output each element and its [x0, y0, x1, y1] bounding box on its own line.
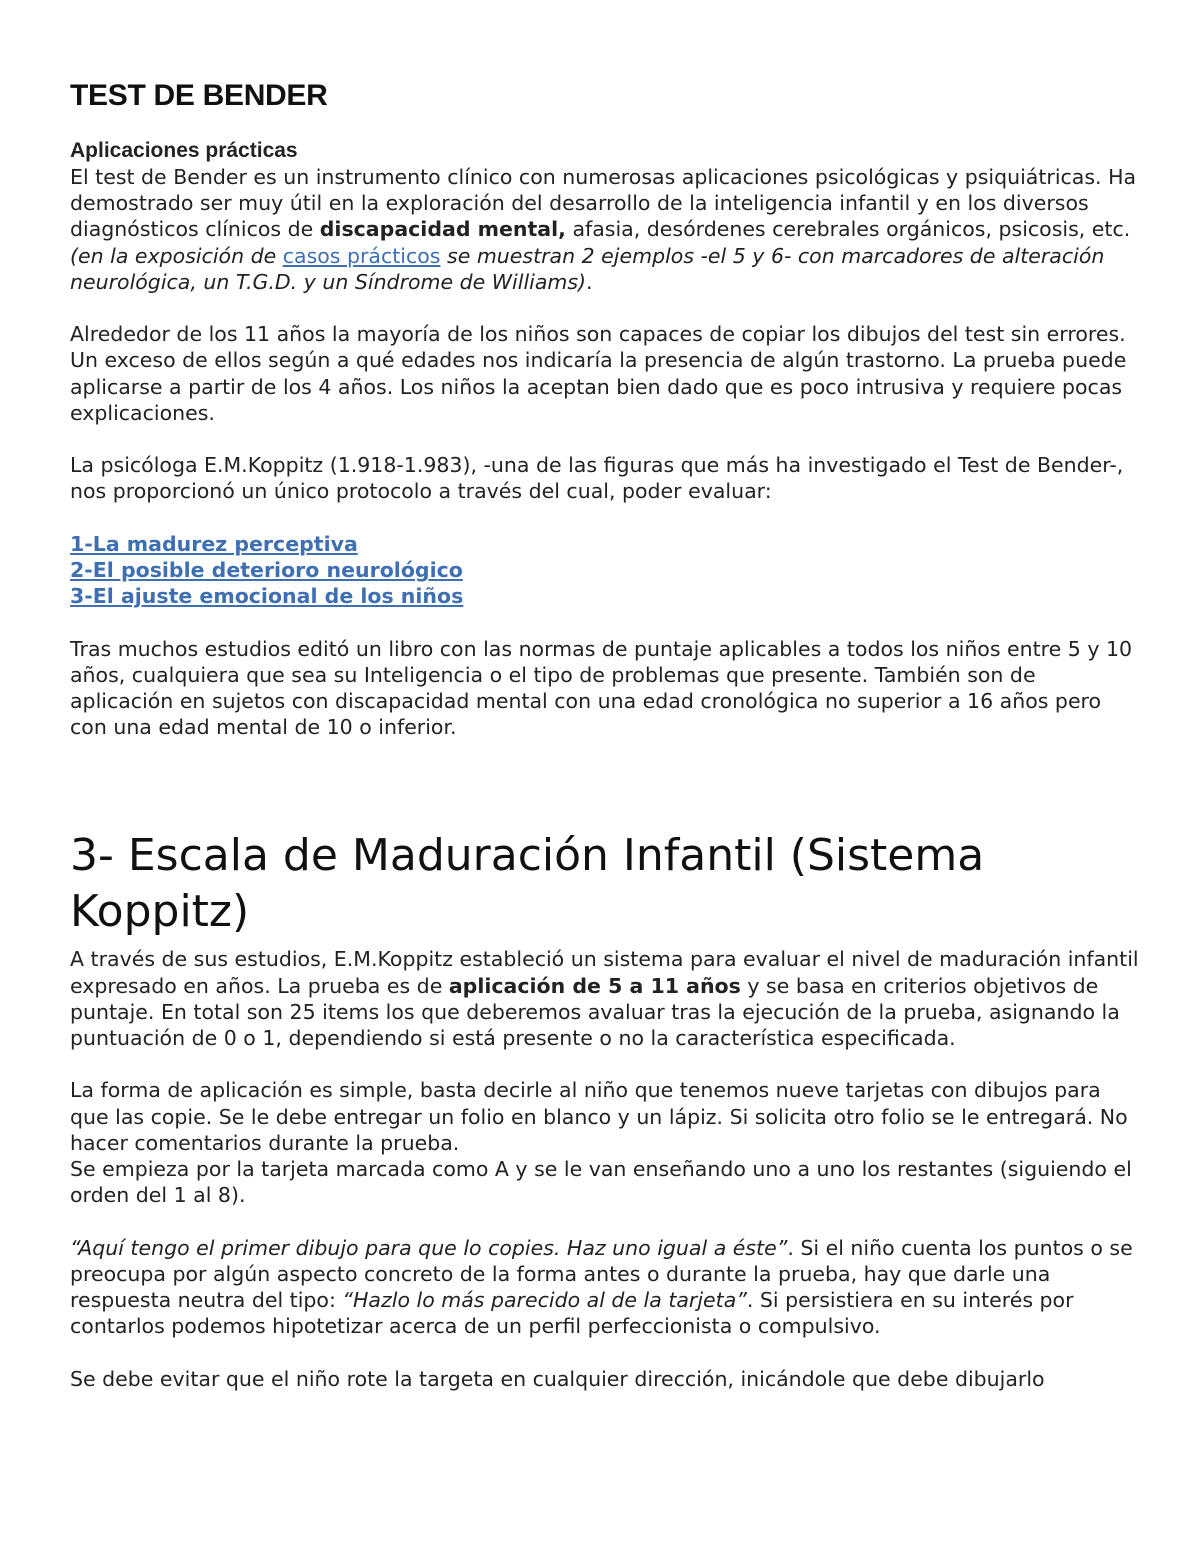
section-heading: 3- Escala de Maduración Infantil (Sistema Koppitz) [70, 830, 985, 938]
list-link-ajuste[interactable]: 3-El ajuste emocional de los niños [70, 584, 464, 609]
document-page [70, 78, 1140, 1392]
age-paragraph: Alrededor de los 11 años la mayoría de los niños son capaces de copiar los dibujos del test sin errores. Un exceso de ellos según a qué edades nos indicaría la presencia de algún trastorno. La prueba puede aplicarse a partir de los 4 años. Los niños la aceptan bien dado que es poco intrusiva y requiere pocas explicaciones. [70, 322, 1127, 425]
document-subtitle: Aplicaciones prácticas [70, 139, 298, 162]
bold-age-range: aplicación de 5 a 11 años [448, 973, 741, 998]
intro-paragraph: El test de Bender es un instrumento clínico con numerosas aplicaciones psicológicas y psiquiátricas. Ha demostrado ser muy útil en la exploración del desarrollo de la inteligencia infantil y en los diversos diagnósticos clínicos de discapacidad mental, afasia, desórdenes cerebrales orgánicos, psicosis, etc. (en la exposición de casos prácticos se muestran 2 ejemplos -el 5 y 6- con marcadores de alteración neurológica, un T.G.D. y un Síndrome de Williams). [70, 165, 1137, 294]
application-paragraph: La forma de aplicación es simple, basta decirle al niño que tenemos nueve tarjetas con dibujos para que las copie. Se le debe entregar un folio en blanco y un lápiz. Si solicita otro folio se le entregará. No hacer comentarios durante la prueba. [70, 1078, 1128, 1155]
rotation-paragraph: Se debe evitar que el niño rote la targeta en cualquier dirección, inicándole que debe dibujarlo [70, 1366, 1045, 1391]
koppitz-paragraph: La psicóloga E.M.Koppitz (1.918-1.983), -una de las figuras que más ha investigado el Test de Bender-, nos proporcionó un único protocolo a través del cual, poder evaluar: [70, 453, 1124, 504]
list-link-deterioro[interactable]: 2-El posible deterioro neurológico [70, 558, 463, 582]
bold-term: discapacidad mental, [319, 217, 566, 242]
norms-paragraph: Tras muchos estudios editó un libro con las normas de puntaje aplicables a todos los niños entre 5 y 10 años, cualquiera que sea su Inteligencia o el tipo de problemas que presente. También son de aplicación en sujetos con discapacidad mental con una edad cronológica no superior a 16 años pero con una edad mental de 10 o inferior. [70, 636, 1133, 740]
evaluation-list [70, 531, 1140, 610]
list-link-madurez[interactable]: 1-La madurez perceptiva [70, 531, 358, 556]
order-paragraph: Se empieza por la tarjeta marcada como A y se le van enseñando uno a uno los restantes (siguiendo el orden del 1 al 8). [70, 1157, 1132, 1208]
section-intro-paragraph: A través de sus estudios, E.M.Koppitz estableció un sistema para evaluar el nivel de maduración infantil expresado en años. La prueba es de aplicación de 5 a 11 años y se basa en criterios objetivos de puntaje. En total son 25 items los que deberemos avaluar tras la ejecución de la prueba, asignando la puntuación de 0 o 1, dependiendo si está presente o no la característica especificada. [70, 947, 1139, 1051]
instructions-paragraph: “Aquí tengo el primer dibujo para que lo copies. Haz uno igual a éste”. Si el niño cuenta los puntos o se preocupa por algún aspecto concreto de la forma antes o durante la prueba, hay que darle una respuesta neutra del tipo: “Hazlo lo más parecido al de la tarjeta”. Si persistiera en su interés por contarlos podemos hipotetizar acerca de un perfil perfeccionista o compulsivo. [70, 1235, 1133, 1339]
document-title: TEST DE BENDER [70, 79, 328, 112]
casos-practicos-link[interactable]: casos prácticos [282, 243, 441, 268]
